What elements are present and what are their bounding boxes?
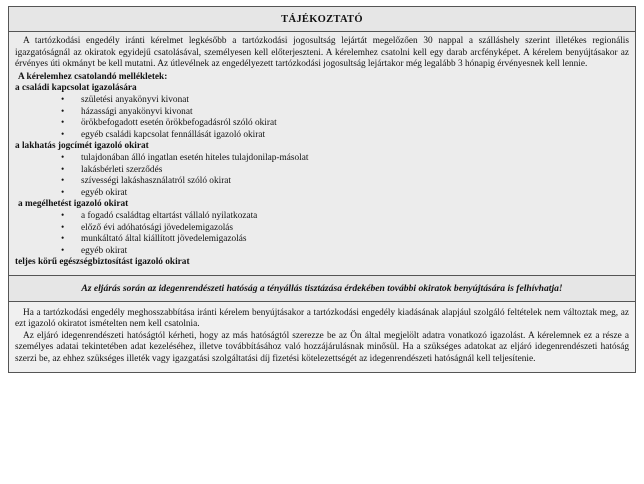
- list-item: • egyéb okirat: [15, 246, 629, 258]
- list-item: • munkáltató által kiállított jövedelemigazolás: [15, 234, 629, 246]
- list-item: • egyéb okirat: [15, 188, 629, 200]
- list-item: • a fogadó családtag eltartást vállaló nyilatkozata: [15, 211, 629, 223]
- list-item: • szívességi lakáshasználatról szóló okirat: [15, 176, 629, 188]
- document-body: [9, 32, 635, 276]
- list-item: • előző évi adóhatósági jövedelemigazolás: [15, 223, 629, 235]
- section-heading-family: a családi kapcsolat igazolására: [15, 83, 137, 94]
- insurance-heading: teljes körű egészségbiztosítást igazoló okirat: [15, 257, 190, 268]
- list-item: • tulajdonában álló ingatlan esetén hiteles tulajdonilap-másolat: [15, 153, 629, 165]
- document-title: TÁJÉKOZTATÓ: [9, 7, 635, 32]
- list-family: [15, 95, 629, 141]
- footer-paragraph: Az eljáró idegenrendészeti hatóságtól kérheti, hogy az más hatóságtól szerezze be az Ön által megjelölt adatra vonatkozó igazolást. A kérelemnek ez a része a személyes adatai tekintetében adat kezeléséhez, illetve továbbításához való hozzájárulásnak minősül. Ha a szükséges adatokat az eljáró idegenrendészeti hatóság szerzi be, az ehhez szükséges illeték vagy igazgatási szolgáltatási díj fizetési kötelezettségét az idegenrendészeti hatóságnál kell teljesítenie.: [15, 330, 629, 364]
- attachments-heading: A kérelemhez csatolandó mellékletek:: [18, 71, 168, 82]
- footer-paragraph: Ha a tartózkodási engedély meghosszabbítása iránti kérelem benyújtásakor a tartózkodási engedély kiadásának alapjául szolgáló feltételek nem változtak meg, az ezt igazoló okiratot ismételten nem kell csatolnia.: [15, 307, 629, 330]
- list-item: • örökbefogadott esetén örökbefogadásról szóló okirat: [15, 118, 629, 130]
- list-item: • születési anyakönyvi kivonat: [15, 95, 629, 107]
- list-housing: [15, 153, 629, 199]
- section-heading-livelihood: a megélhetést igazoló okirat: [18, 199, 129, 210]
- list-item: • házassági anyakönyvi kivonat: [15, 107, 629, 119]
- list-livelihood: [15, 211, 629, 257]
- information-sheet: [8, 6, 636, 373]
- intro-paragraph: A tartózkodási engedély iránti kérelmet legkésőbb a tartózkodási jogosultság lejártát megelőzően 30 nappal a szálláshely szerint illetékes regionális igazgatóságnál az okiratok egyidejű csatolásával, személyesen kell előterjeszteni. A kérelemhez csatolni kell egy darab arcfényképet. A kérelem benyújtásakor az érvényes úti okmányt be kell mutatni. Az útlevélnek az engedélyezett tartózkodási jogosultság lejártakor még legalább 3 hónapig érvényesnek kell lennie.: [15, 36, 629, 70]
- notice-banner: Az eljárás során az idegenrendészeti hatóság a tényállás tisztázása érdekében további okiratok benyújtására is felhívhatja!: [9, 276, 635, 302]
- list-item: • lakásbérleti szerződés: [15, 165, 629, 177]
- list-item: • egyéb családi kapcsolat fennállását igazoló okirat: [15, 130, 629, 142]
- section-heading-housing: a lakhatás jogcímét igazoló okirat: [15, 141, 149, 152]
- footer-notes: [9, 302, 635, 372]
